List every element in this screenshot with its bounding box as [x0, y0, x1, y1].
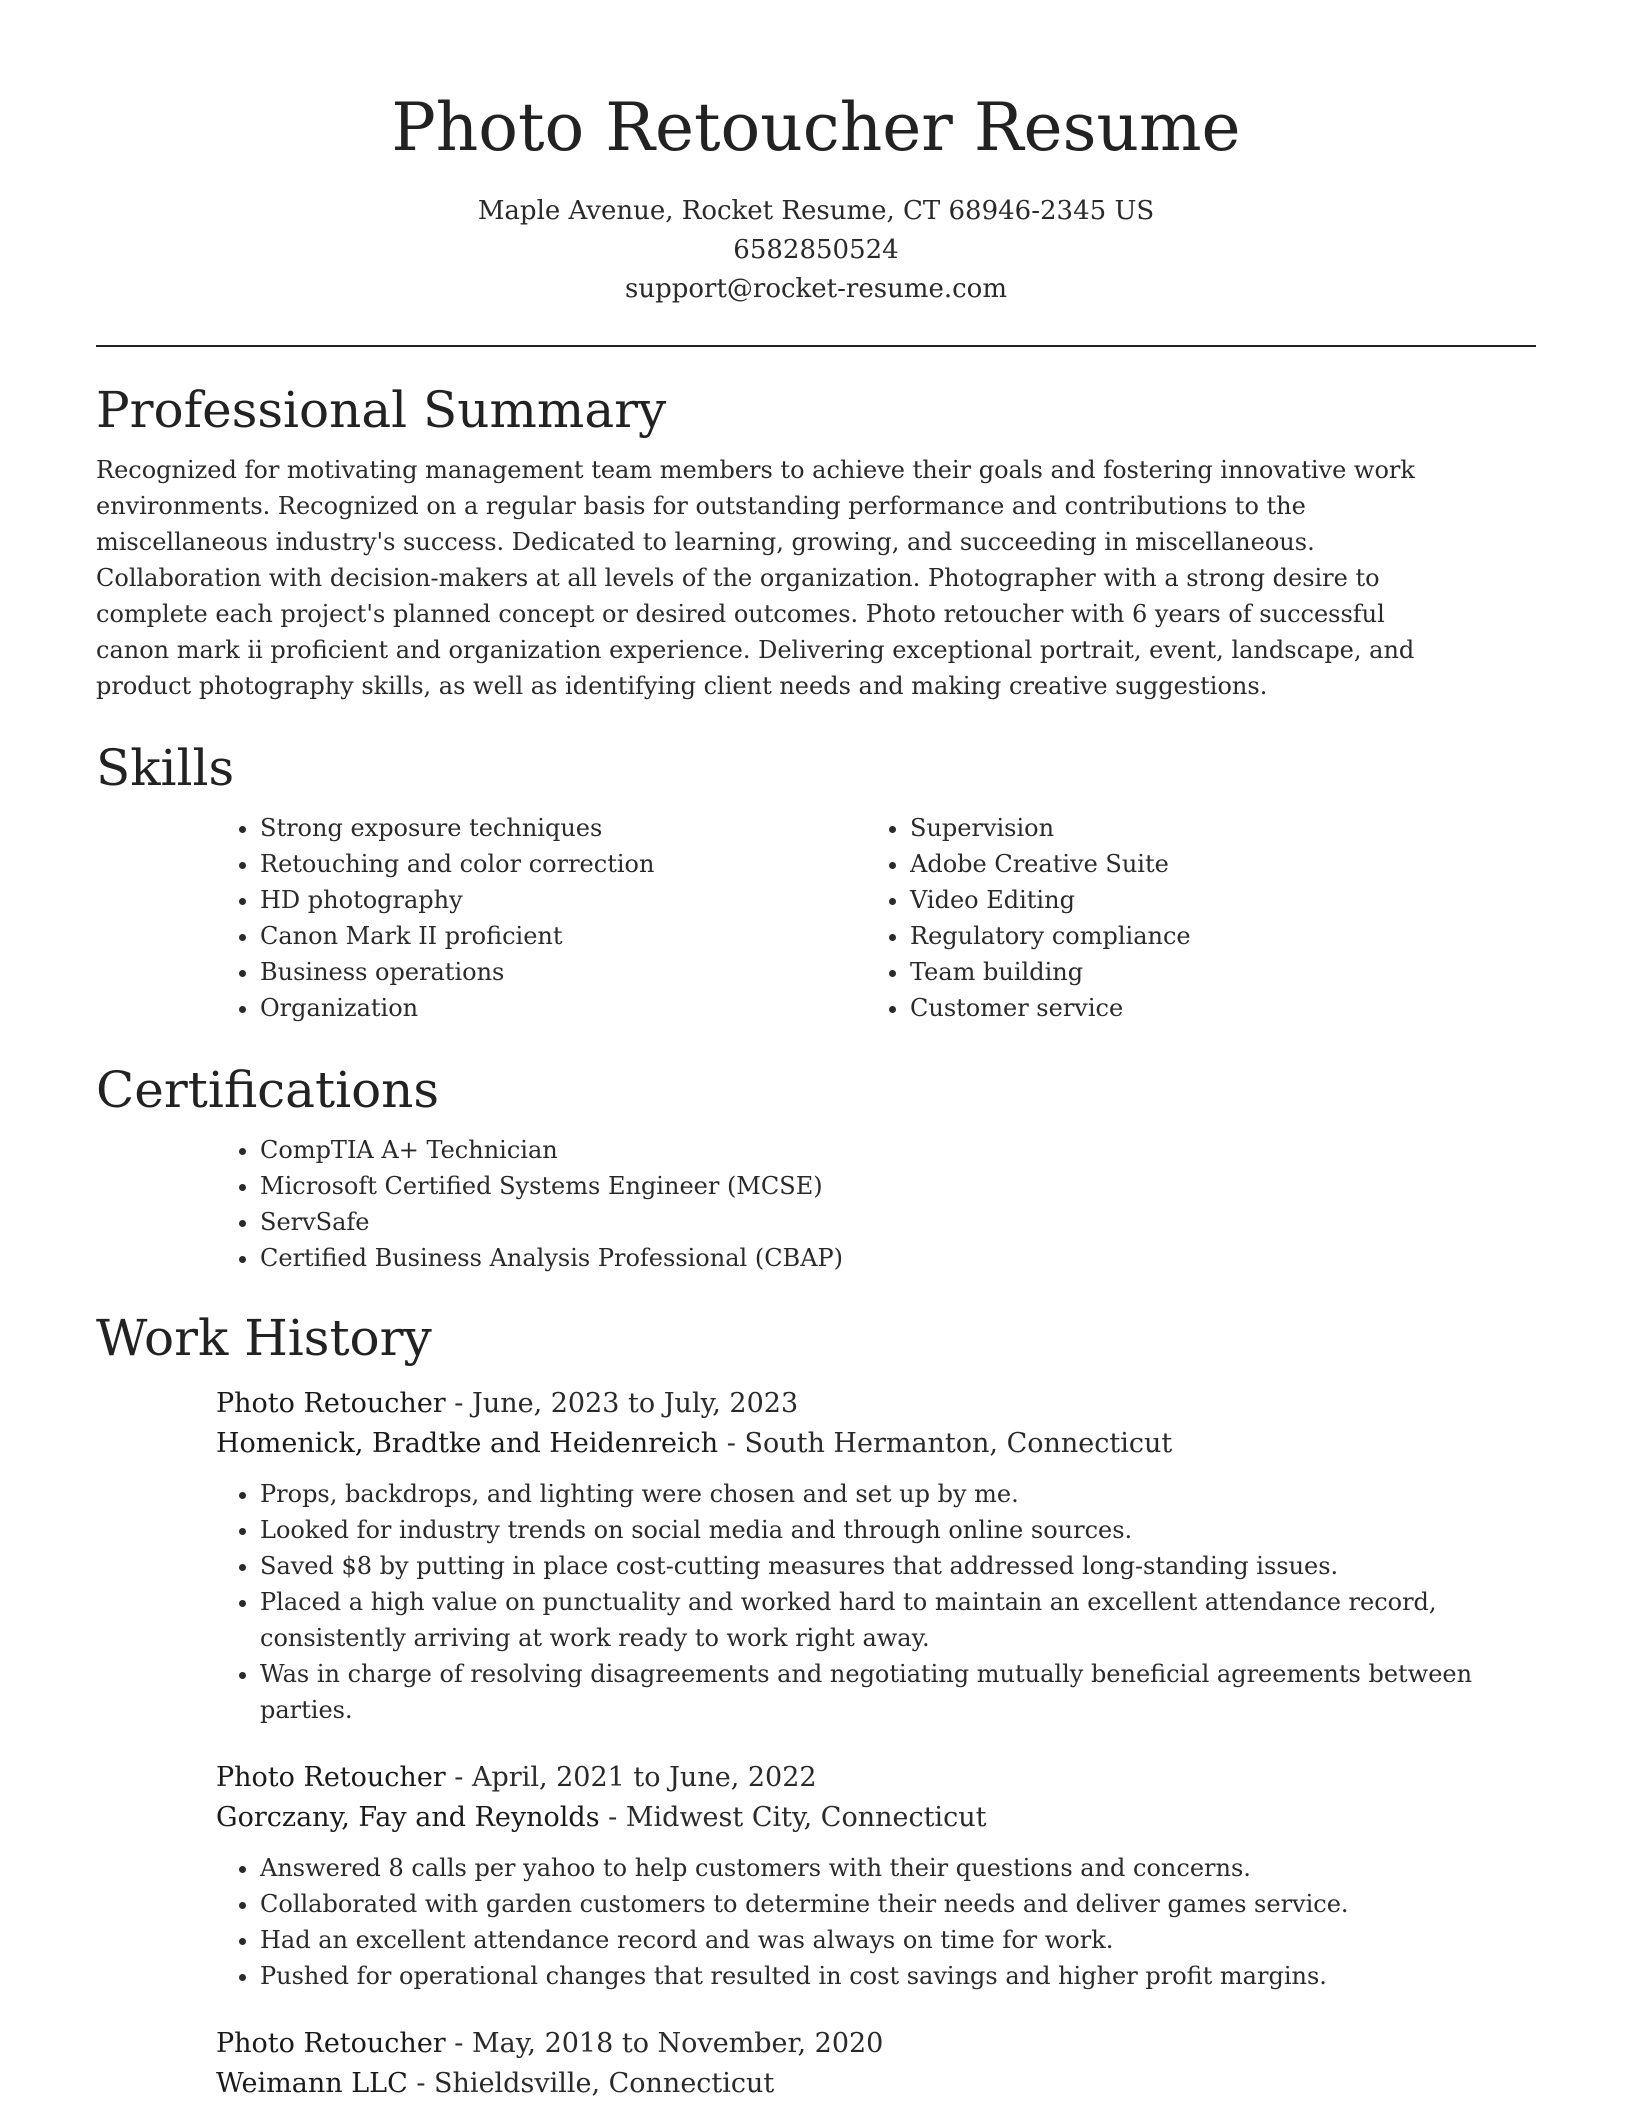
- separator: -: [407, 2068, 435, 2099]
- contact-info: [96, 192, 1536, 309]
- work-history-heading: Work History: [96, 1309, 432, 1367]
- job-bullet: • Was in charge of resolving disagreements and negotiating mutually beneficial agreements between parties.: [260, 1656, 1536, 1728]
- job-company: Homenick, Bradtke and Heidenreich: [216, 1428, 719, 1459]
- job-dates: April, 2021 to June, 2022: [472, 1762, 817, 1793]
- work-history-section: [96, 1306, 1536, 2104]
- skills-section: [96, 736, 1536, 1026]
- skill-item: • HD photography: [260, 882, 866, 918]
- certification-item: • Certified Business Analysis Professional (CBAP): [260, 1240, 1536, 1276]
- job-bullet: • Looked for industry trends on social media and through online sources.: [260, 1512, 1536, 1548]
- skill-item: • Strong exposure techniques: [260, 810, 866, 846]
- summary-heading: Professional Summary: [96, 381, 667, 439]
- job-bullet: • Collaborated with garden customers to determine their needs and deliver games service.: [260, 1886, 1536, 1922]
- certifications-body: [216, 1132, 1536, 1276]
- certifications-heading: Certifications: [96, 1061, 440, 1119]
- certifications-list: [216, 1132, 1536, 1276]
- contact-phone: 6582850524: [733, 235, 899, 265]
- job-entry: [216, 1758, 1536, 1994]
- job-bullet: • Saved $8 by putting in place cost-cutting measures that addressed long-standing issues.: [260, 1548, 1536, 1584]
- job-title: Photo Retoucher: [216, 1762, 446, 1793]
- skill-item: • Retouching and color correction: [260, 846, 866, 882]
- separator: -: [718, 1428, 745, 1459]
- resume-title: Photo Retoucher Resume: [391, 89, 1241, 166]
- skills-list-right: [866, 810, 1516, 1026]
- job-title-line: [216, 1384, 1536, 1424]
- resume-page: [96, 0, 1536, 2099]
- job-entry: [216, 1384, 1536, 1728]
- job-title: Photo Retoucher: [216, 2028, 446, 2059]
- skill-item: • Video Editing: [910, 882, 1516, 918]
- job-dates: May, 2018 to November, 2020: [472, 2028, 884, 2059]
- skill-item: • Business operations: [260, 954, 866, 990]
- job-title-line: [216, 1758, 1536, 1798]
- separator: -: [445, 1762, 472, 1793]
- separator: -: [599, 1802, 626, 1833]
- job-company-line: [216, 1798, 1536, 1838]
- job-bullets: [216, 1476, 1536, 1728]
- job-title-line: [216, 2024, 1536, 2064]
- job-dates: June, 2023 to July, 2023: [472, 1388, 799, 1419]
- skills-column-right: [866, 810, 1516, 1026]
- skills-heading: Skills: [96, 739, 235, 797]
- job-bullet: • Answered 8 calls per yahoo to help customers with their questions and concerns.: [260, 1850, 1536, 1886]
- skill-item: • Canon Mark II proficient: [260, 918, 866, 954]
- job-title: Photo Retoucher: [216, 1388, 446, 1419]
- job-bullets: [216, 1850, 1536, 1994]
- header-divider: [96, 345, 1536, 347]
- skill-item: • Customer service: [910, 990, 1516, 1026]
- certification-item: • CompTIA A+ Technician: [260, 1132, 1536, 1168]
- certifications-section: [96, 1058, 1536, 1276]
- skills-columns: [216, 810, 1536, 1026]
- job-company: Weimann LLC: [216, 2068, 408, 2099]
- job-entry: [216, 2024, 1536, 2104]
- skill-item: • Team building: [910, 954, 1516, 990]
- separator: -: [445, 1388, 472, 1419]
- job-bullet: • Props, backdrops, and lighting were chosen and set up by me.: [260, 1476, 1536, 1512]
- certification-item: • Microsoft Certified Systems Engineer (MCSE): [260, 1168, 1536, 1204]
- job-bullet: • Placed a high value on punctuality and worked hard to maintain an excellent attendance record, consistently arriving at work ready to work right away.: [260, 1584, 1536, 1656]
- skill-item: • Regulatory compliance: [910, 918, 1516, 954]
- skills-list-left: [216, 810, 866, 1026]
- contact-address: Maple Avenue, Rocket Resume, CT 68946-2345 US: [477, 196, 1155, 226]
- summary-section: [96, 378, 1536, 704]
- separator: -: [445, 2028, 472, 2059]
- job-bullet: • Pushed for operational changes that resulted in cost savings and higher profit margins.: [260, 1958, 1536, 1994]
- contact-email: support@rocket-resume.com: [624, 274, 1007, 304]
- skills-column-left: [216, 810, 866, 1026]
- job-company-line: [216, 2064, 1536, 2104]
- skill-item: • Organization: [260, 990, 866, 1026]
- job-bullet: • Had an excellent attendance record and was always on time for work.: [260, 1922, 1536, 1958]
- job-location: Midwest City, Connecticut: [625, 1802, 987, 1833]
- job-company-line: [216, 1424, 1536, 1464]
- summary-text: Recognized for motivating management team members to achieve their goals and fostering innovative work environments. Recognized on a regular basis for outstanding performance and contributions to the miscellaneous industry's success. Dedicated to learning, growing, and succeeding in miscellaneous. Collaboration with decision-makers at all levels of the organization. Photographer with a strong desire to complete each project's planned concept or desired outcomes. Photo retoucher with 6 years of successful canon mark ii proficient and organization experience. Delivering exceptional portrait, event, landscape, and product photography skills, as well as identifying client needs and making creative suggestions.: [96, 456, 1415, 700]
- skill-item: • Adobe Creative Suite: [910, 846, 1516, 882]
- job-company: Gorczany, Fay and Reynolds: [216, 1802, 600, 1833]
- jobs-list: [96, 1384, 1536, 2104]
- resume-header: [96, 0, 1536, 347]
- skill-item: • Supervision: [910, 810, 1516, 846]
- job-location: South Hermanton, Connecticut: [744, 1428, 1173, 1459]
- certification-item: • ServSafe: [260, 1204, 1536, 1240]
- job-location: Shieldsville, Connecticut: [434, 2068, 775, 2099]
